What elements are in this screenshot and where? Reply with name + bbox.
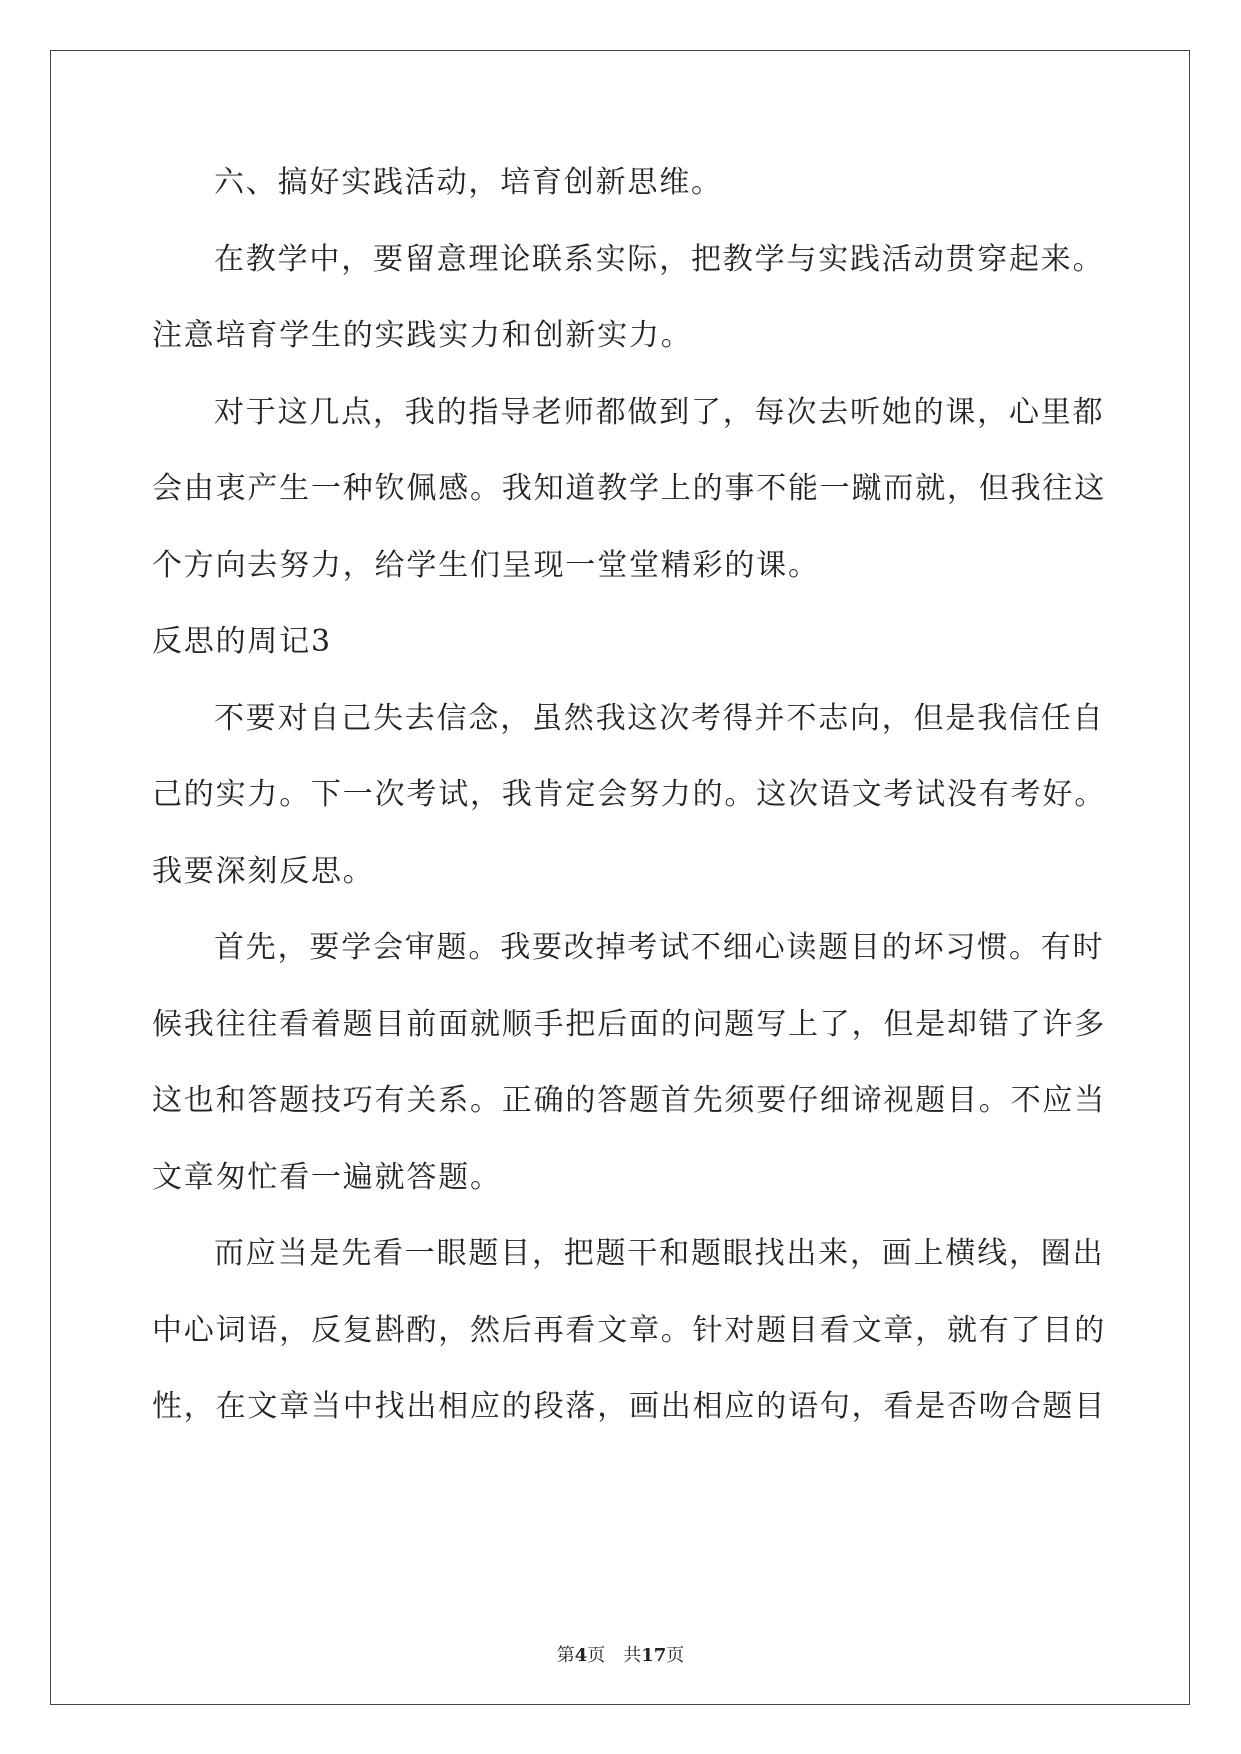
- paragraph-line: 会由衷产生一种钦佩感。我知道教学上的事不能一蹴而就，但我往这: [152, 471, 1106, 506]
- paragraph-line: 这也和答题技巧有关系。正确的答题首先须要仔细谛视题目。不应当: [152, 1083, 1106, 1118]
- paragraph-line: 首先，要学会审题。我要改掉考试不细心读题目的坏习惯。有时: [214, 930, 1105, 965]
- paragraph-line: 对于这几点，我的指导老师都做到了，每次去听她的课，心里都: [214, 394, 1105, 430]
- paragraph-line: 在教学中，要留意理论联系实际，把教学与实践活动贯穿起来。: [214, 241, 1105, 277]
- page-footer: [0, 1641, 1241, 1667]
- page-number: 4: [574, 1645, 588, 1666]
- footer-mid: 页 共: [587, 1645, 642, 1666]
- section-heading: 反思的周记3: [152, 624, 332, 659]
- footer-suffix: 页: [666, 1645, 685, 1666]
- paragraph-line: 六、搞好实践活动，培育创新思维。: [214, 165, 723, 200]
- paragraph-line: 性，在文章当中找出相应的段落，画出相应的语句，看是否吻合题目: [152, 1389, 1106, 1424]
- paragraph-line: 不要对自己失去信念，虽然我这次考得并不志向，但是我信任自: [214, 700, 1105, 736]
- paragraph-line: 己的实力。下一次考试，我肯定会努力的。这次语文考试没有考好。: [152, 777, 1106, 812]
- paragraph-line: 我要深刻反思。: [152, 853, 375, 889]
- footer-prefix: 第: [556, 1645, 575, 1666]
- paragraph-line: 候我往往看着题目前面就顺手把后面的问题写上了，但是却错了许多: [152, 1006, 1106, 1042]
- paragraph-line: 文章匆忙看一遍就答题。: [152, 1159, 502, 1195]
- paragraph-line: 而应当是先看一眼题目，把题干和题眼找出来，画上横线，圈出: [214, 1236, 1105, 1271]
- total-pages: 17: [641, 1645, 667, 1666]
- paragraph-line: 个方向去努力，给学生们呈现一堂堂精彩的课。: [152, 547, 820, 583]
- document-body: [152, 165, 1106, 1466]
- paragraph-line: 注意培育学生的实践实力和创新实力。: [152, 318, 693, 353]
- paragraph-line: 中心词语，反复斟酌，然后再看文章。针对题目看文章，就有了目的: [152, 1312, 1106, 1348]
